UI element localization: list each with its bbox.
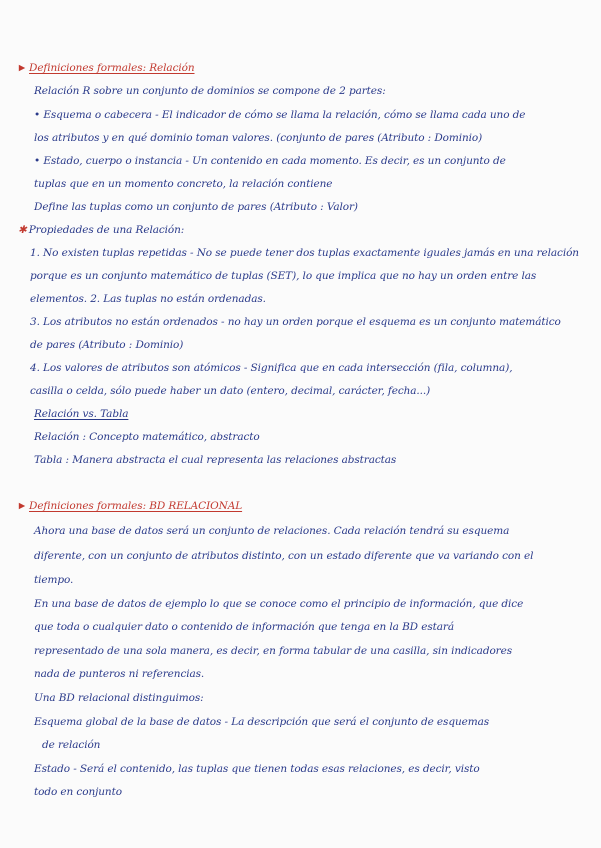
note-line: Tabla : Manera abstracta el cual representa las relaciones abstractas — [34, 454, 397, 466]
note-line: todo en conjunto — [34, 786, 122, 798]
arrow-bullet-icon — [18, 502, 26, 510]
note-line: los atributos y en qué dominio toman valores. (conjunto de pares (Atributo : Dominio) — [34, 132, 483, 144]
arrow-bullet-icon — [18, 64, 26, 72]
section-heading-relacion — [18, 62, 195, 74]
section-title: Definiciones formales: Relación — [29, 62, 195, 74]
note-line: Relación R sobre un conjunto de dominios se compone de 2 partes: — [34, 85, 386, 97]
note-line: tuplas que en un momento concreto, la relación contiene — [34, 178, 333, 190]
note-line: Estado - Será el contenido, las tuplas que tienen todas esas relaciones, es decir, visto — [34, 763, 480, 775]
note-line: Define las tuplas como un conjunto de pares (Atributo : Valor) — [34, 201, 358, 213]
note-line: de relación — [42, 739, 101, 751]
note-line: • Esquema o cabecera - El indicador de cómo se llama la relación, cómo se llama cada uno de — [34, 109, 526, 121]
note-line: porque es un conjunto matemático de tuplas (SET), lo que implica que no hay un orden entre las — [30, 270, 537, 282]
note-line: representado de una sola manera, es decir, en forma tabular de una casilla, sin indicadores — [34, 645, 512, 657]
note-line: casilla o celda, sólo puede haber un dato (entero, decimal, carácter, fecha...) — [30, 385, 431, 397]
section-title: Definiciones formales: BD RELACIONAL — [29, 500, 243, 512]
note-line: 4. Los valores de atributos son atómicos - Significa que en cada intersección (fila, columna), — [30, 362, 513, 374]
note-line: nada de punteros ni referencias. — [34, 668, 205, 680]
note-line: En una base de datos de ejemplo lo que se conoce como el principio de información, que dice — [34, 598, 524, 610]
comparison-title: Relación vs. Tabla — [34, 408, 129, 420]
note-line: Esquema global de la base de datos - La descripción que será el conjunto de esquemas — [34, 716, 490, 728]
note-line: Relación : Concepto matemático, abstracto — [34, 431, 260, 443]
properties-heading — [18, 224, 184, 236]
properties-title: Propiedades de una Relación: — [28, 224, 185, 236]
note-line: 3. Los atributos no están ordenados - no hay un orden porque el esquema es un conjunto matemático — [30, 316, 561, 328]
note-line: 1. No existen tuplas repetidas - No se puede tener dos tuplas exactamente iguales jamás en una relación — [30, 247, 579, 259]
note-line: Ahora una base de datos será un conjunto de relaciones. Cada relación tendrá su esquema — [34, 525, 510, 537]
note-line: que toda o cualquier dato o contenido de información que tenga en la BD estará — [34, 621, 454, 633]
note-line: diferente, con un conjunto de atributos distinto, con un estado diferente que va variando con el — [34, 550, 534, 562]
note-line: de pares (Atributo : Dominio) — [30, 339, 184, 351]
note-line: • Estado, cuerpo o instancia - Un contenido en cada momento. Es decir, es un conjunto de — [34, 155, 506, 167]
note-line: Una BD relacional distinguimos: — [34, 692, 204, 704]
note-line: elementos. 2. Las tuplas no están ordenadas. — [30, 293, 266, 305]
section-heading-bd-relacional — [18, 500, 242, 512]
note-line: tiempo. — [34, 574, 74, 586]
star-icon: ✱ — [18, 224, 27, 236]
